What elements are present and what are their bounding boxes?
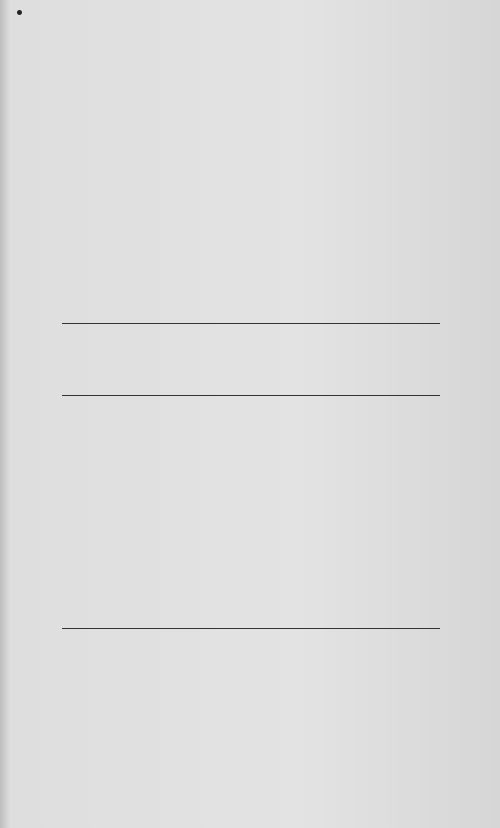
middle-rule [62,395,440,396]
ink-dot [17,10,22,15]
top-rule [62,323,440,324]
lower-rule [62,628,440,629]
